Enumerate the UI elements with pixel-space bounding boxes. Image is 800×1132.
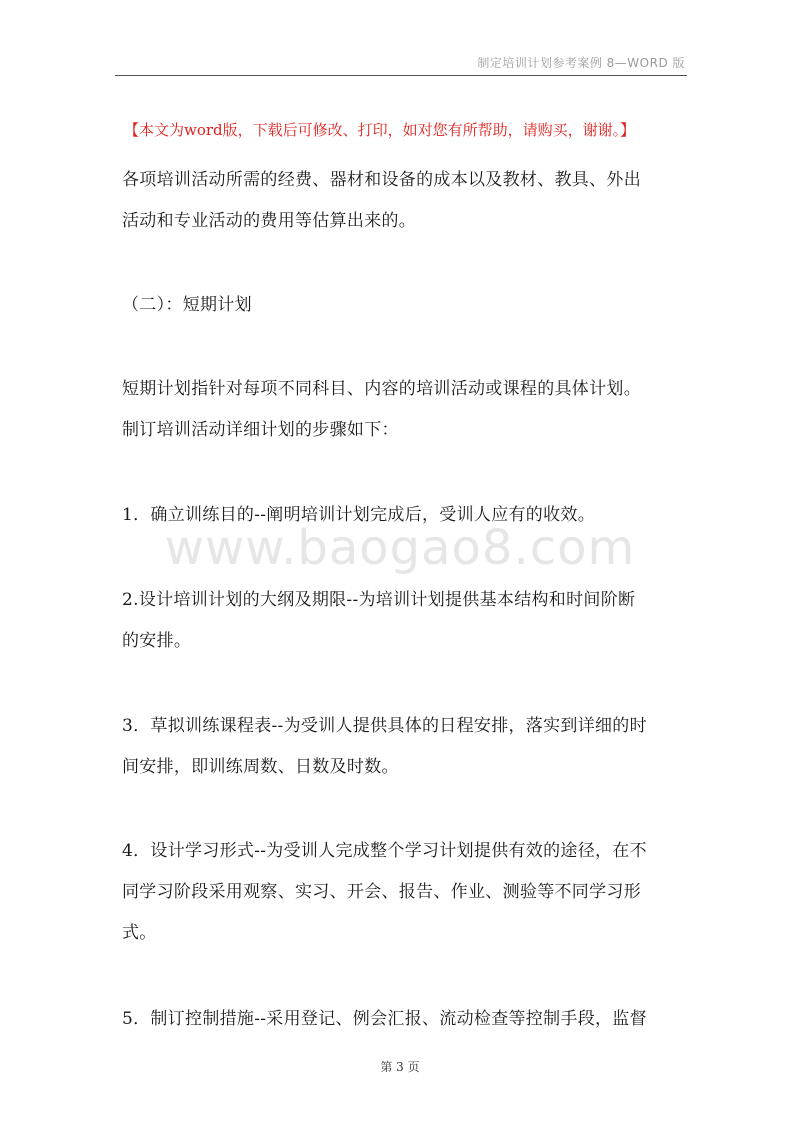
header-rule — [115, 75, 687, 76]
step-line: 间安排，即训练周数、日数及时数。 — [122, 757, 399, 777]
step-line: 同学习阶段采用观察、实习、开会、报告、作业、测验等不同学习形 — [122, 882, 641, 902]
step-line: 的安排。 — [122, 631, 192, 651]
paragraph-line: 短期计划指针对每项不同科目、内容的培训活动或课程的具体计划。 — [122, 379, 641, 399]
paragraph-line: 活动和专业活动的费用等估算出来的。 — [122, 211, 417, 231]
step-line: 5．制订控制措施--采用登记、例会汇报、流动检查等控制手段，监督 — [122, 1009, 647, 1029]
step-line: 3．草拟训练课程表--为受训人提供具体的日程安排，落实到详细的时 — [122, 716, 647, 736]
section-heading: （二）：短期计划 — [122, 295, 252, 315]
watermark-text: www.baogao8.com — [164, 520, 636, 576]
step-line: 2.设计培训计划的大纲及期限--为培训计划提供基本结构和时间阶断 — [122, 590, 636, 610]
step-line: 1．确立训练目的--阐明培训计划完成后，受训人应有的收效。 — [122, 505, 596, 525]
paragraph-line: 制订培训活动详细计划的步骤如下： — [122, 420, 399, 440]
notice-text: 【本文为word版，下载后可修改、打印，如对您有所帮助，请购买，谢谢。】 — [124, 121, 636, 139]
paragraph-line: 各项培训活动所需的经费、器材和设备的成本以及教材、教具、外出 — [122, 170, 641, 190]
step-line: 4．设计学习形式--为受训人完成整个学习计划提供有效的途径，在不 — [122, 841, 647, 861]
header-title: 制定培训计划参考案例 8—WORD 版 — [477, 56, 685, 70]
page-number: 第 3 页 — [380, 1060, 420, 1074]
step-line: 式。 — [122, 923, 157, 943]
